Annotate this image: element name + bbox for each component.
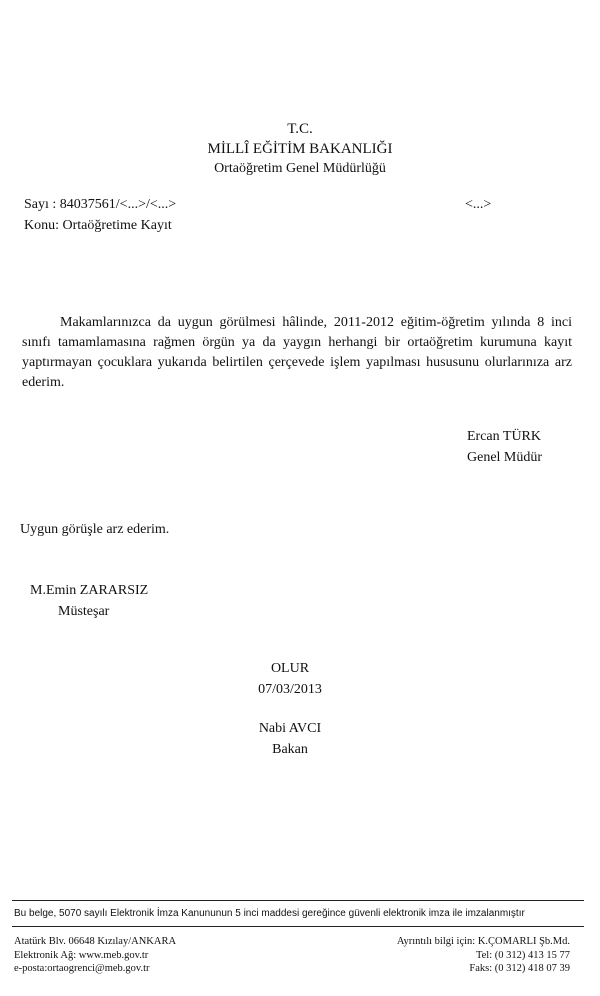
letterhead-department: Ortaöğretim Genel Müdürlüğü: [214, 161, 386, 176]
signatory-general-director: [467, 426, 542, 468]
body-paragraph: Makamlarınızca da uygun görülmesi hâlinde, 2011-2012 eğitim-öğretim yılında 8 inci sınıfı tamamlamasına rağmen örgün ya da yaygın herhangi bir ortaöğretim kurumuna kayıt yaptırmayan çocuklara yukarıda belirtilen çerçevede işlem yapılması hususunu olurlarınıza arz ederim.: [22, 315, 572, 390]
signatory-undersecretary: [30, 580, 148, 622]
footer-address: Atatürk Blv. 06648 Kızılay/ANKARA: [14, 936, 177, 947]
footer-website: Elektronik Ağ: www.meb.gov.tr: [14, 949, 149, 961]
footer-contact-block: [397, 935, 570, 976]
signatory-name: Ercan TÜRK: [467, 429, 541, 444]
footer-fax: Faks: (0 312) 418 07 39: [469, 963, 570, 974]
footer-divider-bottom: [12, 926, 584, 927]
signatory-title: Müsteşar: [58, 604, 110, 619]
footer-phone: Tel: (0 312) 413 15 77: [475, 949, 570, 961]
recommendation-text: Uygun görüşle arz ederim.: [20, 522, 170, 537]
signatory-name: M.Emin ZARARSIZ: [30, 583, 149, 598]
footer-email: e-posta:ortaogrenci@meb.gov.tr: [14, 963, 150, 974]
approval-block: [240, 658, 340, 700]
footer-contact-person: Ayrıntılı bilgi için: K.ÇOMARLI Şb.Md.: [396, 936, 570, 947]
signatory-title: Bakan: [272, 742, 308, 757]
footer-address-block: [14, 935, 176, 976]
letterhead-ministry: MİLLÎ EĞİTİM BAKANLIĞI: [207, 141, 393, 157]
approval-date: 07/03/2013: [258, 682, 322, 697]
document-subject: Konu: Ortaöğretime Kayıt: [24, 218, 172, 233]
signatory-name: Nabi AVCI: [258, 721, 322, 736]
document-date-placeholder: <...>: [465, 197, 492, 212]
letterhead-country: T.C.: [287, 121, 313, 137]
signatory-title: Genel Müdür: [467, 450, 543, 465]
approval-label: OLUR: [270, 661, 310, 676]
footer-divider-top: [12, 900, 584, 901]
document-number: Sayı : 84037561/<...>/<...>: [24, 197, 177, 212]
footer-legal-notice: Bu belge, 5070 sayılı Elektronik İmza Kanununun 5 inci maddesi gereğince güvenli elektronik imza ile imzalanmıştır: [14, 908, 525, 919]
letterhead: [0, 119, 600, 179]
signatory-minister: [240, 718, 340, 760]
